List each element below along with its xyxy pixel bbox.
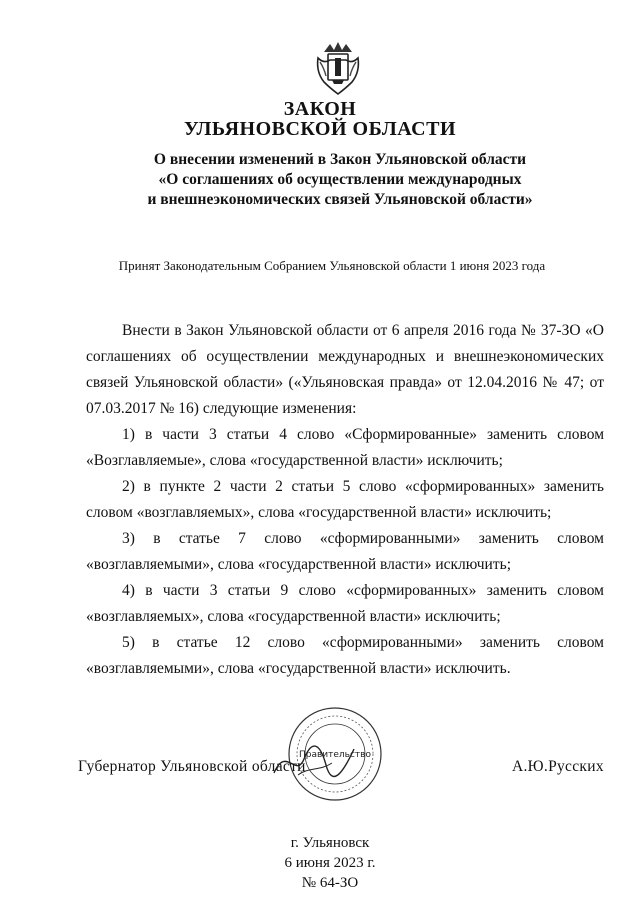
footer-city: г. Ульяновск bbox=[290, 835, 370, 851]
stamp-label: Правительство bbox=[299, 750, 371, 760]
footer-date: 6 июня 2023 г. bbox=[284, 855, 376, 871]
coat-of-arms-icon bbox=[314, 38, 362, 98]
amendment-item-4: 4) в части 3 статьи 9 слово «сформированных» заменить словом «возглавляемых», слова «государственной власти» исключить; bbox=[86, 582, 604, 625]
amendment-item-1: 1) в части 3 статьи 4 слово «Сформированные» заменить словом «Возглавляемые», слова «государственной власти» исключить; bbox=[86, 426, 604, 469]
body-intro-paragraph: Внести в Закон Ульяновской области от 6 апреля 2016 года № 37-ЗО «О соглашениях об осуществлении международных и внешнеэкономических связей Ульяновской области» («Ульяновская правда» от 12.04.2016 № 47; от 07.03.2017 № 16) следующие изменения: bbox=[86, 322, 604, 417]
adoption-note: Принят Законодательным Собранием Ульяновской области 1 июня 2023 года bbox=[118, 258, 546, 273]
amendment-item-3: 3) в статье 7 слово «сформированными» заменить словом «возглавляемыми», слова «государственной власти» исключить; bbox=[86, 530, 604, 573]
signer-position: Губернатор Ульяновской области bbox=[78, 758, 306, 775]
law-title: ЗАКОН bbox=[283, 98, 357, 120]
law-region-title: УЛЬЯНОВСКОЙ ОБЛАСТИ bbox=[183, 118, 457, 140]
signer-name: А.Ю.Русских bbox=[512, 758, 604, 775]
footer-law-number: № 64-ЗО bbox=[301, 875, 359, 891]
amendment-item-2: 2) в пункте 2 части 2 статьи 5 слово «сформированных» заменить словом «возглавляемых», слова «государственной власти» исключить; bbox=[86, 478, 604, 521]
law-body bbox=[86, 318, 604, 682]
law-subtitle: О внесении изменений в Закон Ульяновской области «О соглашениях об осуществлении международных и внешнеэкономических связей Ульяновской области» bbox=[147, 151, 533, 208]
amendment-item-5: 5) в статье 12 слово «сформированными» заменить словом «возглавляемыми», слова «государственной власти» исключить. bbox=[86, 634, 604, 677]
